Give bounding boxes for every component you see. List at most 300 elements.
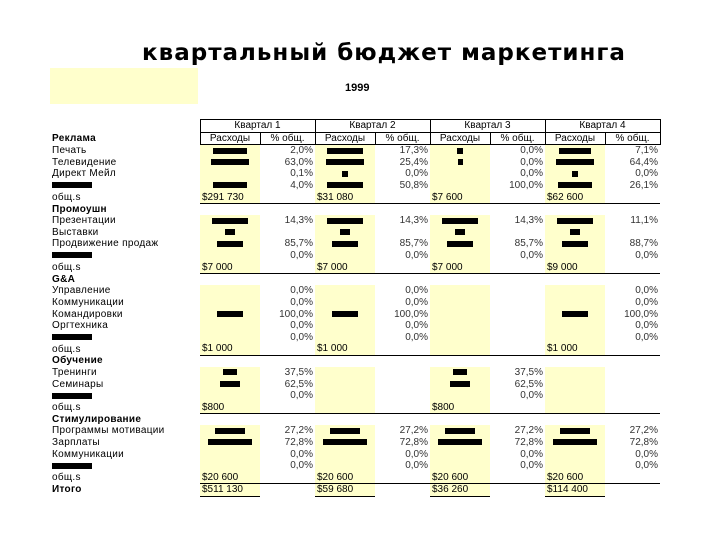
expense-cell [545, 168, 605, 180]
section-total-row [50, 262, 660, 274]
budget-row [50, 320, 660, 332]
expense-column-header: Расходы [545, 132, 605, 145]
percent-cell: 0,1% [290, 168, 313, 180]
empty-cell [315, 274, 375, 286]
year-label: 1999 [345, 82, 370, 94]
row-label: Командировки [52, 308, 123, 320]
percent-cell [490, 297, 545, 309]
expense-cell [545, 238, 605, 250]
expense-cell [430, 250, 490, 262]
expense-cell [200, 332, 260, 344]
empty-cell [200, 414, 260, 426]
section-total-row [50, 402, 660, 414]
budget-row [50, 460, 660, 472]
expense-column-header: Расходы [200, 132, 260, 145]
percent-cell: 100,0% [394, 308, 428, 320]
percent-cell: 0,0% [520, 156, 543, 168]
expense-bar [570, 229, 580, 235]
percent-cell [375, 367, 430, 379]
expense-cell [200, 449, 260, 461]
budget-row [50, 180, 660, 192]
expense-cell [430, 449, 490, 461]
empty-cell [545, 355, 605, 367]
row-label: Выставки [52, 226, 99, 238]
expense-bar [217, 241, 243, 247]
expense-cell [315, 437, 375, 449]
total-value: $20 600 [430, 472, 490, 484]
expense-cell [315, 168, 375, 180]
percent-cell: 0,0% [290, 448, 313, 460]
total-value [545, 402, 605, 414]
row-label: Тренинги [52, 366, 97, 378]
section-header-row [50, 204, 660, 216]
percent-cell: 0,0% [520, 250, 543, 262]
budget-row [50, 215, 660, 227]
empty-cell [490, 192, 545, 204]
empty-cell [260, 204, 315, 216]
empty-cell [490, 343, 545, 355]
expense-cell [430, 285, 490, 297]
budget-row [50, 309, 660, 321]
expense-cell [430, 168, 490, 180]
empty-cell [260, 484, 315, 497]
percent-cell: 0,0% [405, 320, 428, 332]
total-value: $62 600 [545, 192, 605, 204]
percent-cell: 72,8% [284, 437, 313, 449]
total-label: общ.s [52, 472, 81, 484]
budget-row [50, 390, 660, 402]
expense-bar [327, 182, 363, 188]
percent-cell: 0,0% [520, 145, 543, 157]
row-label: Директ Мейл [52, 168, 117, 180]
percent-cell: 64,4% [629, 156, 658, 168]
expense-cell [430, 425, 490, 437]
empty-cell [375, 204, 430, 216]
percent-cell: 0,0% [405, 331, 428, 343]
total-value: $7 000 [200, 262, 260, 274]
percent-cell: 27,2% [514, 425, 543, 437]
budget-row [50, 238, 660, 250]
expense-cell [430, 320, 490, 332]
row-label-block [52, 334, 92, 340]
expense-cell [200, 227, 260, 239]
budget-row [50, 449, 660, 461]
percent-cell: 62,5% [514, 378, 543, 390]
quarter-header: Квартал 2 [315, 120, 430, 133]
percent-cell [490, 309, 545, 321]
expense-cell [545, 145, 605, 157]
empty-cell [375, 262, 430, 274]
expense-cell [545, 425, 605, 437]
expense-column-header: Расходы [430, 132, 490, 145]
row-label-block [52, 463, 92, 469]
total-value: $800 [200, 402, 260, 414]
percent-cell: 0,0% [405, 168, 428, 180]
percent-cell: 25,4% [399, 156, 428, 168]
percent-cell: 0,0% [290, 296, 313, 308]
expense-cell [545, 309, 605, 321]
total-value: $20 600 [545, 472, 605, 484]
expense-cell [430, 227, 490, 239]
empty-cell [605, 355, 660, 367]
expense-cell [430, 332, 490, 344]
empty-cell [430, 274, 490, 286]
total-value: $9 000 [545, 262, 605, 274]
empty-cell [260, 414, 315, 426]
expense-cell [545, 157, 605, 169]
empty-cell [605, 274, 660, 286]
empty-cell [605, 262, 660, 274]
expense-cell [315, 332, 375, 344]
empty-cell [375, 472, 430, 484]
expense-cell [315, 285, 375, 297]
percent-cell: 0,0% [635, 320, 658, 332]
expense-cell [200, 437, 260, 449]
expense-bar [223, 369, 237, 375]
empty-cell [200, 274, 260, 286]
percent-cell: 0,0% [520, 460, 543, 472]
header-sub-row [50, 132, 660, 145]
expense-cell [545, 379, 605, 391]
expense-cell [430, 309, 490, 321]
expense-bar [438, 439, 482, 445]
section-label: Обучение [52, 355, 103, 367]
quarter-header: Квартал 1 [200, 120, 315, 133]
expense-bar [212, 218, 248, 224]
grand-total-value: $511 130 [200, 484, 260, 497]
total-value: $1 000 [315, 343, 375, 355]
percent-cell: 0,0% [290, 390, 313, 402]
total-value: $31 080 [315, 192, 375, 204]
total-value: $800 [430, 402, 490, 414]
expense-cell [200, 157, 260, 169]
percent-cell: 0,0% [405, 460, 428, 472]
empty-cell [545, 414, 605, 426]
percent-cell [490, 285, 545, 297]
section-total-row [50, 472, 660, 484]
expense-bar [211, 159, 249, 165]
row-label [50, 180, 200, 192]
percent-cell: 11,1% [630, 215, 658, 227]
empty-cell [200, 355, 260, 367]
total-value [315, 402, 375, 414]
expense-bar [557, 218, 593, 224]
expense-bar [442, 218, 478, 224]
row-label [50, 250, 200, 262]
empty-cell [260, 274, 315, 286]
empty-cell [430, 414, 490, 426]
expense-cell [315, 227, 375, 239]
total-label: общ.s [52, 261, 81, 273]
budget-row [50, 168, 660, 180]
percent-cell [490, 227, 545, 239]
percent-cell [490, 320, 545, 332]
percent-cell: 17,3% [399, 145, 428, 157]
expense-bar [457, 148, 463, 154]
percent-cell: 0,0% [290, 460, 313, 472]
expense-bar [556, 159, 594, 165]
row-label [50, 460, 200, 472]
empty-cell [605, 484, 660, 497]
expense-cell [315, 390, 375, 402]
empty-cell [375, 484, 430, 497]
percent-cell: 0,0% [635, 168, 658, 180]
expense-bar [326, 159, 364, 165]
percent-cell: 72,8% [629, 437, 658, 449]
percent-cell: 4,0% [290, 179, 313, 191]
empty-cell [545, 274, 605, 286]
expense-cell [545, 297, 605, 309]
empty-cell [605, 402, 660, 414]
quarter-header: Квартал 3 [430, 120, 545, 133]
section-header-row [50, 414, 660, 426]
expense-cell [200, 250, 260, 262]
expense-bar [447, 241, 473, 247]
budget-table [50, 119, 661, 497]
expense-cell [430, 390, 490, 402]
grand-total-row [50, 484, 660, 497]
percent-cell: 0,0% [405, 285, 428, 297]
percent-cell [375, 227, 430, 239]
expense-cell [200, 425, 260, 437]
row-label [50, 332, 200, 344]
percent-cell: 62,5% [284, 378, 313, 390]
total-value: $7 000 [315, 262, 375, 274]
expense-bar [560, 428, 590, 434]
percent-cell: 72,8% [399, 437, 428, 449]
budget-row [50, 332, 660, 344]
total-value: $20 600 [315, 472, 375, 484]
expense-cell [315, 297, 375, 309]
percent-cell [375, 379, 430, 391]
total-value [430, 343, 490, 355]
empty-cell [490, 472, 545, 484]
percent-cell: 0,0% [290, 331, 313, 343]
expense-bar [445, 428, 475, 434]
empty-cell [605, 414, 660, 426]
section-label: G&A [52, 273, 76, 285]
percent-cell: 7,1% [635, 145, 658, 157]
budget-row [50, 437, 660, 449]
section-header-row [50, 355, 660, 367]
expense-cell [315, 238, 375, 250]
expense-cell [315, 449, 375, 461]
expense-bar [332, 241, 358, 247]
budget-row [50, 379, 660, 391]
expense-cell [200, 215, 260, 227]
empty-cell [375, 355, 430, 367]
expense-bar [342, 171, 348, 177]
percent-column-header: % общ. [605, 132, 660, 145]
empty-cell [260, 262, 315, 274]
section-label: Промоушн [52, 203, 107, 215]
expense-bar [220, 381, 240, 387]
page-title: квартальный бюджет маркетинга [142, 40, 626, 66]
section-total-row [50, 343, 660, 355]
expense-cell [430, 460, 490, 472]
expense-bar [562, 311, 588, 317]
row-label-block [52, 252, 92, 258]
expense-bar [213, 148, 247, 154]
row-label-block [52, 393, 92, 399]
empty-cell [260, 472, 315, 484]
expense-cell [430, 238, 490, 250]
percent-cell: 100,0% [624, 308, 658, 320]
percent-cell [605, 367, 660, 379]
percent-cell: 88,7% [629, 238, 658, 250]
percent-cell: 14,3% [399, 215, 428, 227]
total-label: общ.s [52, 191, 81, 203]
expense-cell [545, 332, 605, 344]
budget-row [50, 250, 660, 262]
percent-cell: 14,3% [514, 215, 543, 227]
header-yellow-block [50, 68, 198, 104]
expense-cell [315, 425, 375, 437]
expense-cell [545, 460, 605, 472]
empty-cell [375, 402, 430, 414]
percent-cell [490, 332, 545, 344]
expense-cell [545, 449, 605, 461]
header-empty-cell [50, 120, 200, 133]
expense-bar [572, 171, 578, 177]
percent-cell: 2,0% [290, 145, 313, 157]
section-total-row [50, 192, 660, 204]
percent-cell: 0,0% [635, 331, 658, 343]
percent-cell: 85,7% [399, 238, 428, 250]
total-value: $7 000 [430, 262, 490, 274]
expense-cell [430, 367, 490, 379]
expense-bar [455, 229, 465, 235]
percent-cell: 85,7% [514, 238, 543, 250]
empty-cell [490, 484, 545, 497]
percent-cell: 0,0% [290, 285, 313, 297]
percent-column-header: % общ. [375, 132, 430, 145]
grand-total-value: $59 680 [315, 484, 375, 497]
grand-total-value: $114 400 [545, 484, 605, 497]
empty-cell [490, 355, 545, 367]
empty-cell [260, 192, 315, 204]
expense-cell [200, 367, 260, 379]
expense-cell [430, 297, 490, 309]
expense-cell [315, 379, 375, 391]
empty-cell [375, 343, 430, 355]
empty-cell [315, 204, 375, 216]
empty-cell [375, 274, 430, 286]
percent-cell: 0,0% [405, 250, 428, 262]
row-label: Коммуникации [52, 448, 125, 460]
budget-row [50, 367, 660, 379]
quarter-header: Квартал 4 [545, 120, 660, 133]
expense-bar [225, 229, 235, 235]
percent-cell: 100,0% [509, 179, 543, 191]
empty-cell [545, 204, 605, 216]
percent-cell: 72,8% [514, 437, 543, 449]
expense-cell [430, 145, 490, 157]
row-label: Коммуникации [52, 296, 125, 308]
percent-cell: 0,0% [635, 285, 658, 297]
percent-cell [605, 390, 660, 402]
expense-cell [545, 180, 605, 192]
expense-cell [200, 379, 260, 391]
empty-cell [315, 414, 375, 426]
percent-cell: 0,0% [290, 250, 313, 262]
expense-bar [213, 182, 247, 188]
row-label: Семинары [52, 378, 104, 390]
empty-cell [605, 204, 660, 216]
percent-cell [605, 379, 660, 391]
grand-total-value: $36 260 [430, 484, 490, 497]
row-label: Печать [52, 144, 87, 156]
empty-cell [260, 402, 315, 414]
percent-cell [260, 227, 315, 239]
expense-cell [315, 460, 375, 472]
percent-cell: 0,0% [405, 448, 428, 460]
expense-cell [200, 309, 260, 321]
expense-cell [545, 215, 605, 227]
expense-cell [545, 250, 605, 262]
expense-cell [545, 285, 605, 297]
total-label: общ.s [52, 343, 81, 355]
budget-row [50, 145, 660, 157]
percent-cell: 85,7% [284, 238, 313, 250]
total-value: $291 730 [200, 192, 260, 204]
expense-bar [559, 148, 591, 154]
percent-cell: 100,0% [279, 308, 313, 320]
expense-cell [200, 180, 260, 192]
expense-cell [315, 250, 375, 262]
empty-cell [490, 262, 545, 274]
empty-cell [430, 355, 490, 367]
expense-cell [430, 157, 490, 169]
percent-cell: 0,0% [520, 390, 543, 402]
expense-cell [430, 180, 490, 192]
expense-bar [208, 439, 252, 445]
grand-total-label: Итого [52, 484, 82, 496]
percent-column-header: % общ. [490, 132, 545, 145]
empty-cell [490, 204, 545, 216]
expense-cell [200, 390, 260, 402]
budget-row [50, 227, 660, 239]
expense-cell [200, 285, 260, 297]
total-value: $1 000 [545, 343, 605, 355]
empty-cell [260, 355, 315, 367]
empty-cell [490, 414, 545, 426]
expense-cell [545, 367, 605, 379]
expense-cell [200, 320, 260, 332]
percent-cell: 0,0% [635, 448, 658, 460]
header-quarters-row [50, 120, 660, 133]
row-label-block [52, 182, 92, 188]
expense-cell [545, 437, 605, 449]
expense-cell [545, 390, 605, 402]
expense-cell [315, 367, 375, 379]
expense-bar [327, 218, 363, 224]
expense-cell [200, 297, 260, 309]
percent-cell: 50,8% [399, 179, 428, 191]
percent-column-header: % общ. [260, 132, 315, 145]
budget-row [50, 285, 660, 297]
expense-bar [323, 439, 367, 445]
expense-cell [430, 379, 490, 391]
row-label [50, 390, 200, 402]
expense-cell [545, 227, 605, 239]
expense-bar [327, 148, 363, 154]
expense-cell [430, 215, 490, 227]
expense-bar [217, 311, 243, 317]
expense-cell [315, 145, 375, 157]
total-value: $1 000 [200, 343, 260, 355]
row-label: Программы мотивации [52, 425, 165, 437]
